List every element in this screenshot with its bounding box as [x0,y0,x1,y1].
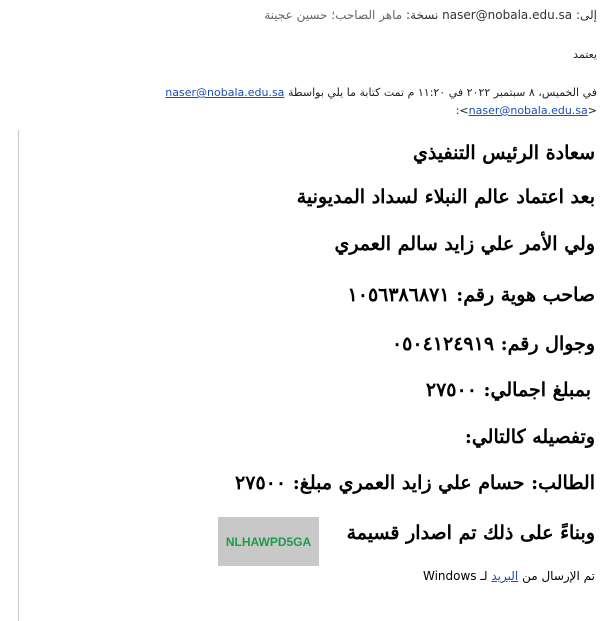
open-bracket: < [587,104,597,117]
voucher-code-box [218,517,319,566]
message-line-2: بعد اعتماد عالم النبلاء لسداد المديونية [296,186,595,208]
quote-intro [165,86,597,99]
message-line-3: ولي الأمر علي زايد سالم العمري [334,233,595,255]
message-line-8: الطالب: حسام علي زايد العمري مبلغ: ٢٧٥٠٠ [235,472,595,494]
mail-app-link[interactable]: البريد [491,569,519,583]
cc-label: نسخة: [406,8,439,22]
message-line-1: سعادة الرئيس التنفيذي [412,142,595,164]
sender-email-link[interactable]: naser@nobala.edu.sa [165,86,285,99]
close-bracket: >: [455,104,469,117]
quote-intro-line2 [456,104,597,117]
footer-suffix: لـ Windows [422,569,488,583]
message-line-7: وتفصيله كالتالي: [464,426,595,448]
quote-intro-text: في الخميس، ٨ سبتمبر ٢٠٢٢ في ١١:٢٠ م تمت كتابة ما يلي بواسطة [287,86,597,99]
to-label: إلى: [575,8,597,22]
sent-from-footer [423,569,595,583]
cc-names[interactable]: ماهر الصاحب؛ حسين عجينة [264,8,403,22]
sender-email-link-2[interactable]: naser@nobala.edu.sa [468,104,588,117]
to-address[interactable]: naser@nobala.edu.sa [442,8,573,22]
message-line-6: بمبلغ اجمالي: ٢٧٥٠٠ [425,379,591,401]
email-header [264,8,597,22]
footer-prefix: تم الإرسال من [522,569,595,583]
message-line-5: وجوال رقم: ٠٥٠٤١٢٤٩١٩ [391,333,595,355]
quote-divider [18,130,19,621]
voucher-code: NLHAWPD5GA [225,534,312,549]
message-line-9: وبناءً على ذلك تم اصدار قسيمة [346,522,595,544]
subject-word: يعتمد [573,48,597,61]
message-line-4: صاحب هوية رقم: ١٠٥٦٣٨٦٨٧١ [347,284,595,306]
